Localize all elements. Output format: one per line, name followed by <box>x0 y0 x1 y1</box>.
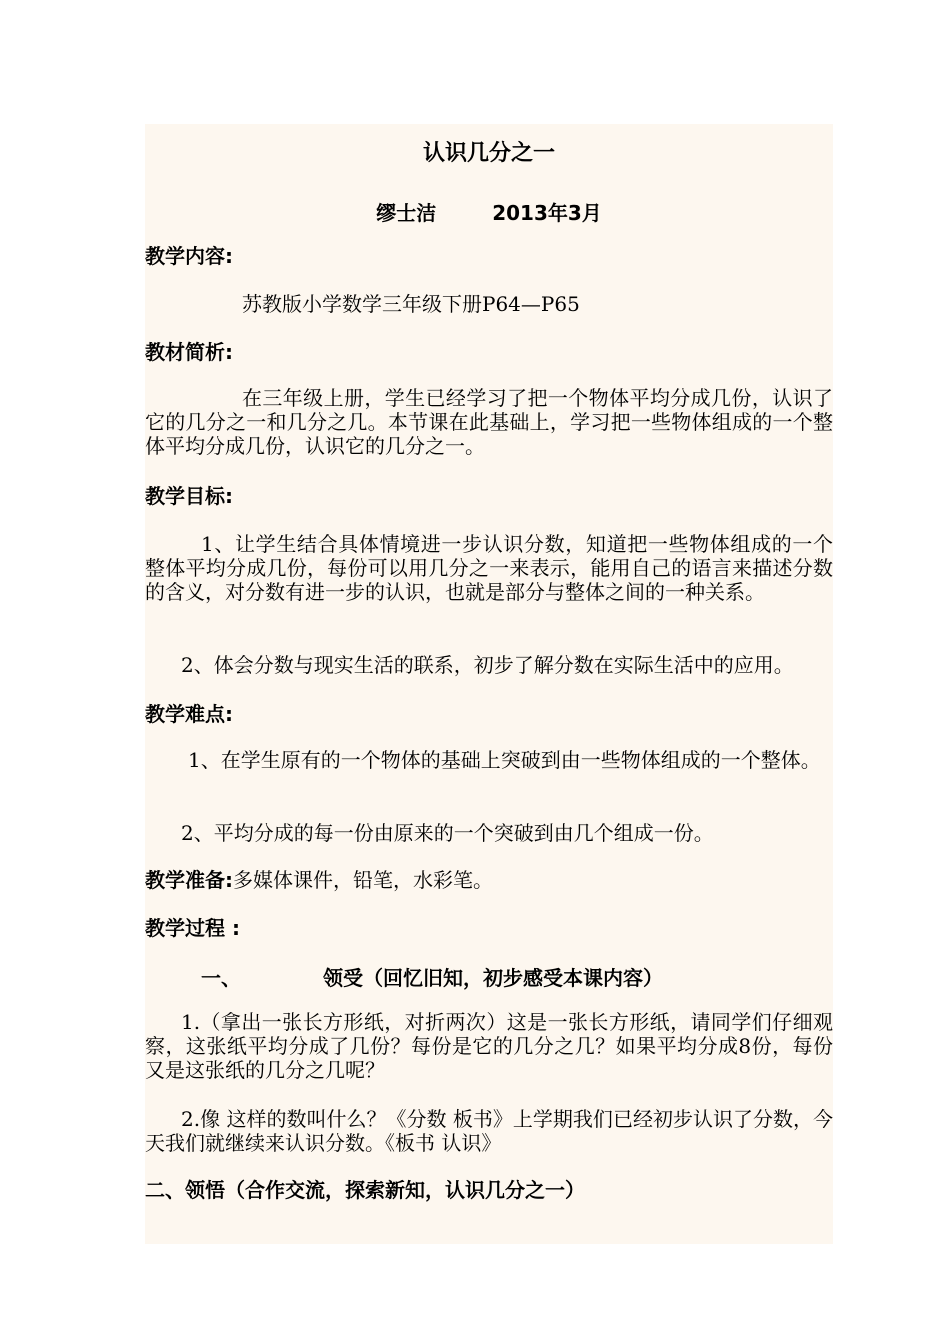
stage2-title: 二、领悟（合作交流，探索新知，认识几分之一） <box>145 1178 585 1202</box>
stage1-title: 领受（回忆旧知，初步感受本课内容） <box>323 966 663 990</box>
prep-heading: 教学准备: <box>145 868 233 892</box>
analysis-text: 在三年级上册，学生已经学习了把一个物体平均分成几份，认识了它的几分之一和几分之几。本节课在此基础上，学习把一些物体组成的一个整体平均分成几份，认识它的几分之一。 <box>145 386 833 458</box>
document-page <box>145 124 833 1244</box>
goals-heading: 教学目标: <box>145 484 233 508</box>
analysis-heading: 教材简析: <box>145 340 233 364</box>
difficulty-heading: 教学难点: <box>145 702 233 726</box>
process-heading: 教学过程 : <box>145 916 240 940</box>
document-title: 认识几分之一 <box>422 141 555 166</box>
prep-line <box>145 868 833 892</box>
content-heading: 教学内容: <box>145 244 233 268</box>
prep-text: 多媒体课件，铅笔，水彩笔。 <box>233 868 493 892</box>
step-item-2: 2.像 这样的数叫什么？《分数 板书》上学期我们已经初步认识了分数，今天我们就继续来认识分数。《板书 认识》 <box>145 1107 833 1155</box>
stage1-number: 一、 <box>201 966 241 990</box>
author-line <box>145 197 833 226</box>
goal-item-1: 1、让学生结合具体情境进一步认识分数，知道把一些物体组成的一个整体平均分成几份，每份可以用几分之一来表示，能用自己的语言来描述分数的含义，对分数有进一步的认识，也就是部分与整体之间的一种关系。 <box>145 532 833 604</box>
difficulty-item-1: 1、在学生原有的一个物体的基础上突破到由一些物体组成的一个整体。 <box>188 748 821 772</box>
author-name: 缪士洁 <box>376 201 437 225</box>
content-text: 苏教版小学数学三年级下册P64—P65 <box>242 292 580 316</box>
difficulty-item-2: 2、平均分成的每一份由原来的一个突破到由几个组成一份。 <box>181 821 714 845</box>
step-item-1: 1.（拿出一张长方形纸，对折两次）这是一张长方形纸，请同学们仔细观察，这张纸平均分成了几份？每份是它的几分之几？如果平均分成8份，每份又是这张纸的几分之几呢？ <box>145 1010 833 1082</box>
document-date: 2013年3月 <box>492 201 602 225</box>
goal-item-2: 2、体会分数与现实生活的联系，初步了解分数在实际生活中的应用。 <box>181 653 794 677</box>
